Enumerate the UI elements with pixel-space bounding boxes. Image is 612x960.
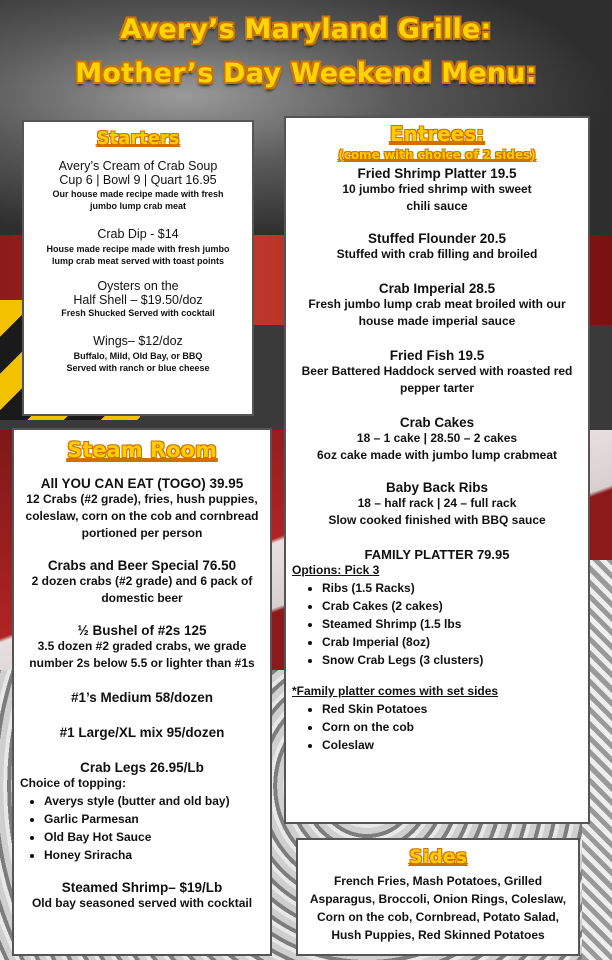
- crabs-beer-title: Crabs and Beer Special 76.50: [47, 558, 237, 573]
- list-item: • Coleslaw: [322, 736, 588, 754]
- soup-prices: Cup 6 | Bowl 9 | Quart 16.95: [59, 173, 217, 187]
- wings-desc-2: Served with ranch or blue cheese: [66, 363, 210, 373]
- topping-label: Choice of topping:: [20, 776, 126, 790]
- wings-title: Wings– $12/doz: [93, 334, 183, 348]
- fried-fish-title: Fried Fish 19.5: [389, 348, 485, 363]
- soup-title: Avery’s Cream of Crab Soup: [58, 159, 218, 173]
- crabs-beer-desc: 2 dozen crabs (#2 grade) and 6 pack of domestic beer: [31, 574, 253, 605]
- steamed-shrimp-desc: Old bay seasoned served with cocktail: [31, 896, 253, 910]
- family-sides-list: [286, 700, 588, 754]
- oysters-title-2: Half Shell – $19.50/doz: [73, 293, 203, 307]
- medium-crabs: #1’s Medium 58/dozen: [70, 690, 214, 705]
- crab-cakes-title: Crab Cakes: [399, 415, 475, 430]
- bushel-desc: 3.5 dozen #2 graded crabs, we grade number 2s below 5.5 or lighter than #1s: [29, 639, 255, 670]
- fried-fish-desc: Beer Battered Haddock served with roasted red pepper tarter: [301, 364, 573, 395]
- crab-imperial-desc: Fresh jumbo lump crab meat broiled with our house made imperial sauce: [308, 297, 566, 328]
- shrimp-platter-title: Fried Shrimp Platter 19.5: [357, 166, 517, 181]
- bushel-title: ½ Bushel of #2s 125: [77, 623, 207, 638]
- list-item: • Averys style (butter and old bay): [44, 792, 270, 810]
- crab-dip-title: Crab Dip - $14: [97, 227, 179, 241]
- list-item: • Ribs (1.5 Racks): [322, 579, 588, 597]
- list-item: • Snow Crab Legs (3 clusters): [322, 651, 588, 669]
- ribs-title: Baby Back Ribs: [385, 480, 489, 495]
- ribs-prices: 18 – half rack | 24 – full rack: [357, 496, 517, 510]
- menu-title: Avery’s Maryland Grille:: [120, 14, 492, 45]
- crab-cakes-desc: 6oz cake made with jumbo lump crabmeat: [316, 448, 558, 462]
- oysters-desc: Fresh Shucked Served with cocktail: [61, 308, 215, 318]
- list-item: • Red Skin Potatoes: [322, 700, 588, 718]
- steamed-shrimp-title: Steamed Shrimp– $19/Lb: [61, 880, 223, 895]
- steam-room-heading: Steam Room: [67, 438, 217, 462]
- crab-imperial-title: Crab Imperial 28.5: [378, 281, 496, 296]
- crab-cakes-prices: 18 – 1 cake | 28.50 – 2 cakes: [356, 431, 518, 445]
- oysters-title-1: Oysters on the: [97, 279, 179, 293]
- ayce-title: All YOU CAN EAT (TOGO) 39.95: [40, 476, 244, 491]
- sides-heading: Sides: [409, 846, 467, 868]
- list-item: • Corn on the cob: [322, 718, 588, 736]
- family-options-label: Options: Pick 3: [292, 563, 380, 577]
- large-crabs: #1 Large/XL mix 95/dozen: [59, 725, 225, 740]
- starters-heading: Starters: [96, 128, 180, 149]
- wings-desc-1: Buffalo, Mild, Old Bay, or BBQ: [73, 351, 203, 361]
- entrees-heading: Entrees:: [389, 122, 485, 146]
- shrimp-platter-desc: 10 jumbo fried shrimp with sweet chili sauce: [342, 182, 532, 213]
- list-item: • Honey Sriracha: [44, 846, 270, 864]
- ribs-desc: Slow cooked finished with BBQ sauce: [328, 513, 546, 527]
- crab-dip-desc: House made recipe made with fresh jumbo lump crab meat served with toast points: [46, 244, 230, 266]
- family-sides-note: *Family platter comes with set sides: [292, 684, 499, 698]
- sides-text: French Fries, Mash Potatoes, Grilled Asparagus, Broccoli, Onion Rings, Coleslaw, Corn on the cob, Cornbread, Potato Salad, Hush Puppies, Red Skinned Potatoes: [309, 874, 567, 942]
- starters-panel: [22, 120, 254, 416]
- sides-panel: [296, 838, 580, 956]
- flounder-title: Stuffed Flounder 20.5: [367, 231, 506, 246]
- flounder-desc: Stuffed with crab filling and broiled: [336, 247, 538, 261]
- list-item: • Old Bay Hot Sauce: [44, 828, 270, 846]
- list-item: • Steamed Shrimp (1.5 lbs: [322, 615, 588, 633]
- family-platter-title: FAMILY PLATTER 79.95: [364, 547, 510, 562]
- entrees-panel: [284, 116, 590, 824]
- list-item: • Crab Cakes (2 cakes): [322, 597, 588, 615]
- entrees-subheading: (come with choice of 2 sides): [338, 148, 536, 162]
- crab-legs-title: Crab Legs 26.95/Lb: [80, 760, 204, 775]
- steam-room-panel: [12, 428, 272, 956]
- topping-list: [14, 792, 270, 864]
- family-options-list: [286, 579, 588, 669]
- list-item: • Garlic Parmesan: [44, 810, 270, 828]
- list-item: • Crab Imperial (8oz): [322, 633, 588, 651]
- soup-desc: Our house made recipe made with fresh jumbo lump crab meat: [52, 189, 224, 211]
- ayce-desc: 12 Crabs (#2 grade), fries, hush puppies, coleslaw, corn on the cob and cornbread portioned per person: [25, 492, 259, 540]
- menu-subtitle: Mother’s Day Weekend Menu:: [75, 58, 537, 89]
